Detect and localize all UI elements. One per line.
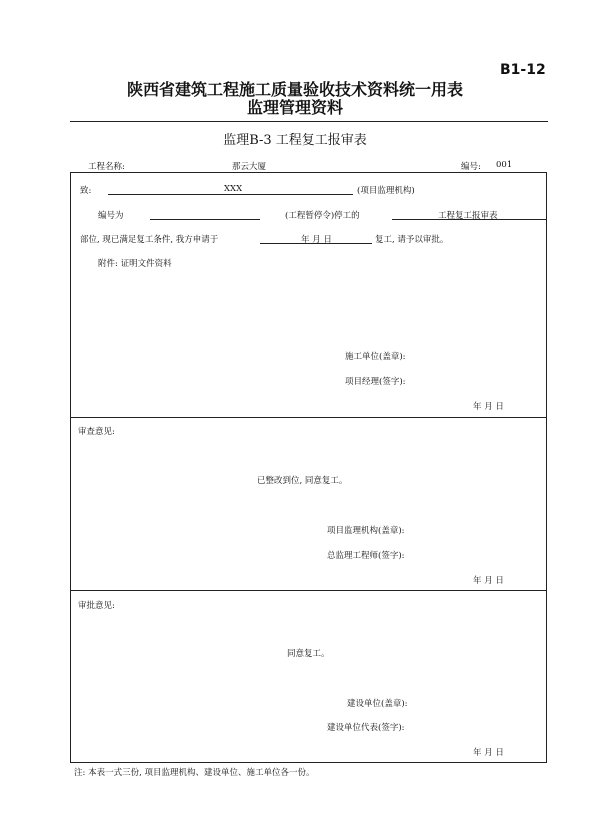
project-name-value[interactable]: 那云大厦 [232, 162, 267, 172]
section-divider-2 [70, 590, 547, 591]
section-divider-1 [70, 417, 547, 418]
approval-label: 审批意见: [78, 601, 115, 611]
to-value[interactable]: XXX [224, 184, 243, 194]
number-label: 编号: [461, 162, 481, 172]
ref-field[interactable] [150, 209, 260, 220]
footnote: 注: 本表一式三份, 项目监理机构、建设单位、施工单位各一份。 [74, 768, 315, 778]
approval-opinion[interactable]: 同意复工。 [287, 649, 330, 659]
section2-date: 年 月 日 [473, 576, 504, 586]
form-code: B1-12 [500, 62, 546, 78]
ref-label: 编号为 [98, 211, 124, 221]
review-label: 审查意见: [78, 427, 115, 437]
resume-date-text: 年 月 日 [301, 235, 332, 245]
contractor-seal-label: 施工单位(盖章): [345, 352, 406, 362]
order-text: (工程暂停令)停工的 [285, 211, 360, 221]
project-manager-sign-label: 项目经理(签字): [345, 377, 406, 387]
project-name-label: 工程名称: [88, 162, 125, 172]
number-value[interactable]: 001 [496, 160, 513, 170]
to-suffix: (项目监理机构) [357, 186, 415, 196]
document-title: 陕西省建筑工程施工质量验收技术资料统一用表 [126, 80, 463, 99]
title-rule [70, 121, 548, 122]
line3-suffix: 复工, 请予以审批。 [375, 235, 449, 245]
chief-engineer-sign-label: 总监理工程师(签字): [327, 551, 405, 561]
attachment-text: 附件: 证明文件资料 [98, 259, 172, 269]
to-label: 致: [80, 186, 92, 196]
document-subtitle-category: 监理管理资料 [246, 98, 343, 117]
form-title: 监理B-3 工程复工报审表 [223, 133, 367, 148]
part-value[interactable]: 工程复工报审表 [438, 211, 498, 221]
review-opinion[interactable]: 已整改到位, 同意复工。 [257, 476, 348, 486]
owner-rep-sign-label: 建设单位代表(签字): [327, 723, 405, 733]
supervision-seal-label: 项目监理机构(盖章): [327, 526, 405, 536]
line3-prefix: 部位, 现已满足复工条件, 我方申请于 [80, 235, 219, 245]
section1-date: 年 月 日 [473, 402, 504, 412]
section3-date: 年 月 日 [473, 748, 504, 758]
owner-seal-label: 建设单位(盖章): [347, 699, 408, 709]
